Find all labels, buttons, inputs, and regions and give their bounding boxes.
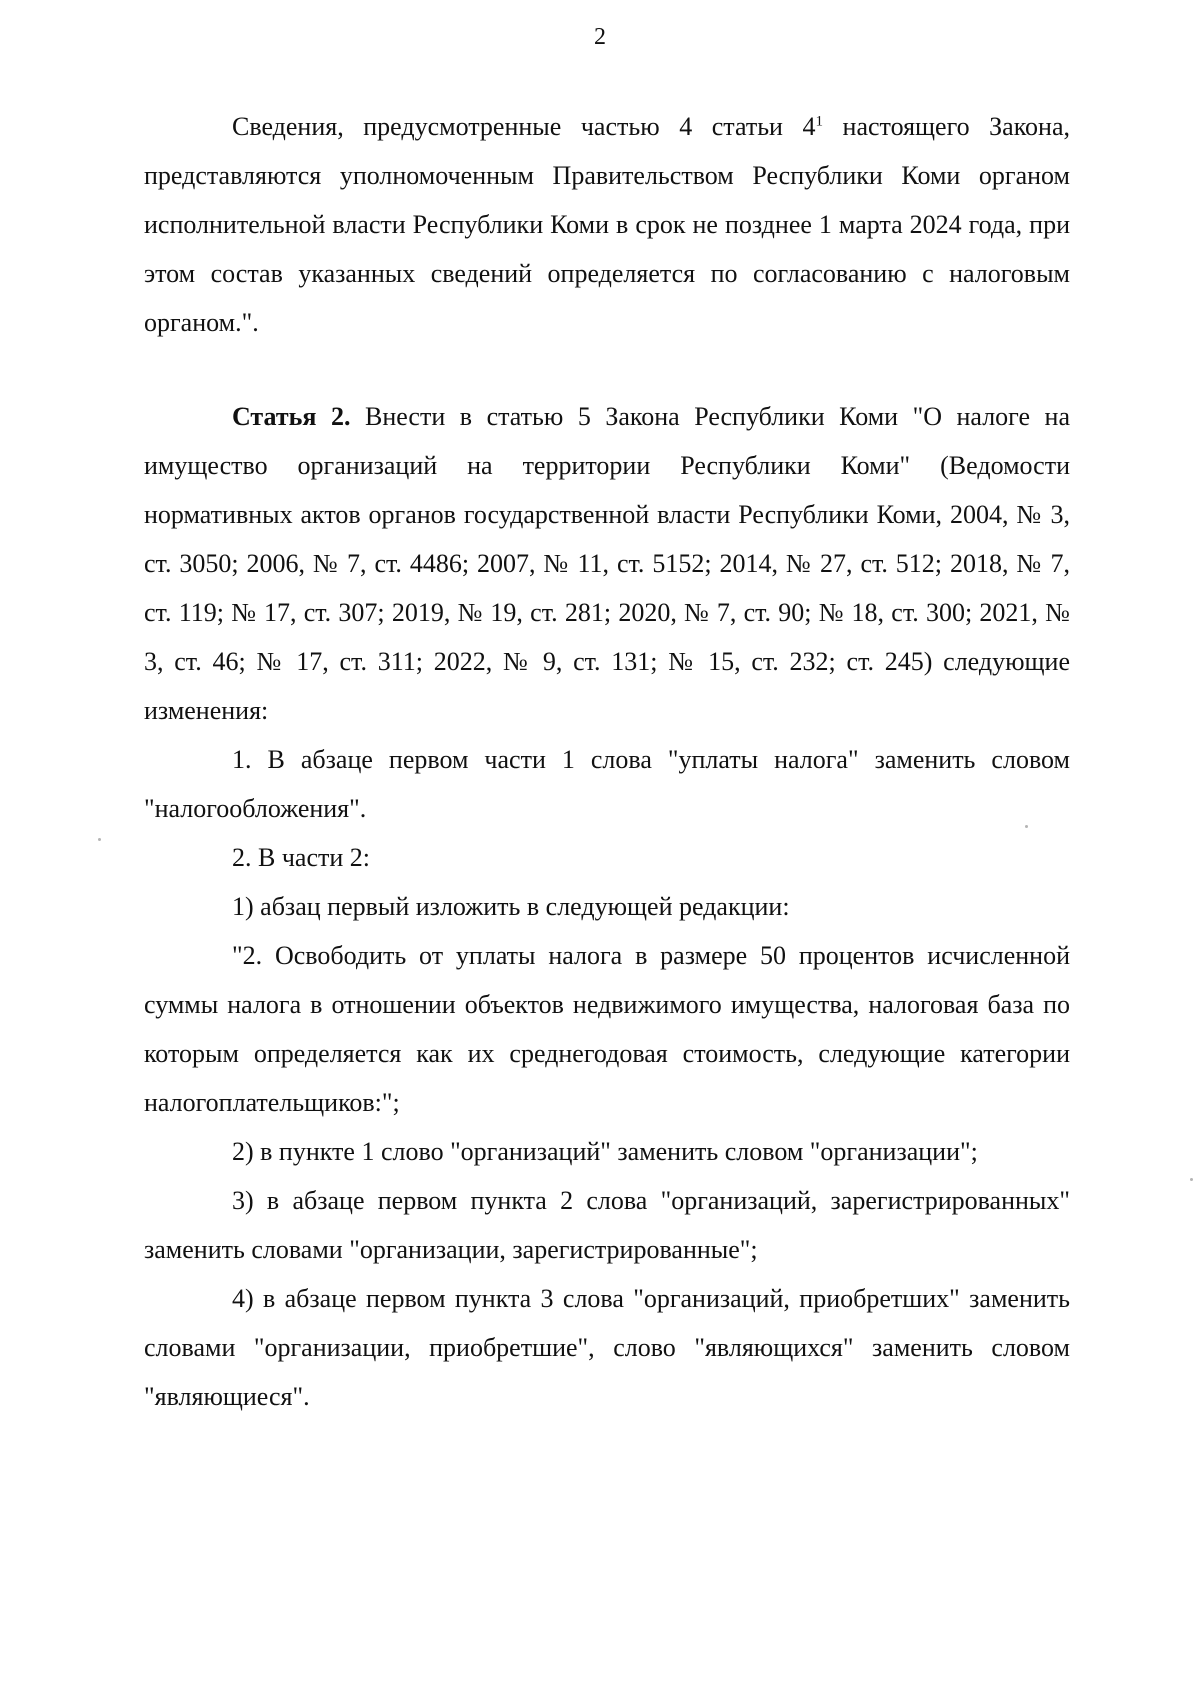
paragraph-item-2-1-quote: "2. Освободить от уплаты налога в размере 50 процентов исчисленной суммы налога в отношении объектов недвижимого имущества, налоговая база по которым определяется как их среднегодовая стоимость, следующие категории налогоплательщиков:"; <box>144 941 1070 1117</box>
paragraph-item-2-3: 3) в абзаце первом пункта 2 слова "организаций, зарегистрированных" заменить словами "организации, зарегистрированные"; <box>144 1186 1070 1264</box>
paragraph-text: настоящего Закона, представляются уполномоченным Правительством Республики Коми органом исполнительной власти Республики Коми в срок не позднее 1 марта 2024 года, при этом состав указанных сведений определяется по согласованию с налоговым органом.". <box>144 112 1070 337</box>
paragraph-item-2: 2. В части 2: <box>232 843 370 872</box>
scan-speck <box>1190 1178 1193 1181</box>
article-superscript: 1 <box>815 113 824 130</box>
article-heading: Статья 2. <box>232 402 351 431</box>
paragraph-article-2 <box>144 392 1070 735</box>
page-number: 2 <box>594 24 606 50</box>
paragraph-item-2-4: 4) в абзаце первом пункта 3 слова "организаций, приобретших" заменить словами "организации, приобретшие", слово "являющихся" заменить словом "являющиеся". <box>144 1284 1070 1411</box>
paragraph-item-2-1: 1) абзац первый изложить в следующей редакции: <box>232 892 790 921</box>
paragraph-information-provision <box>144 102 1070 347</box>
paragraph-item-1: 1. В абзаце первом части 1 слова "уплаты налога" заменить словом "налогообложения". <box>144 745 1070 823</box>
scan-speck <box>98 838 101 841</box>
paragraph-item-2-2: 2) в пункте 1 слово "организаций" заменить словом "организации"; <box>232 1137 978 1166</box>
paragraph-text: Сведения, предусмотренные частью 4 статьи 4 <box>232 112 816 141</box>
scan-speck <box>1025 825 1028 828</box>
document-body <box>144 102 1070 1421</box>
paragraph-text: Внести в статью 5 Закона Республики Коми "О налоге на имущество организаций на территории Республики Коми" (Ведомости нормативных актов органов государственной власти Республики Коми, 2004, № 3, ст. 3050; 2006, № 7, ст. 4486; 2007, № 11, ст. 5152; 2014, № 27, ст. 512; 2018, № 7, ст. 119; № 17, ст. 307; 2019, № 19, ст. 281; 2020, № 7, ст. 90; № 18, ст. 300; 2021, № 3, ст. 46; № 17, ст. 311; 2022, № 9, ст. 131; № 15, ст. 232; ст. 245) следующие изменения: <box>144 402 1071 725</box>
